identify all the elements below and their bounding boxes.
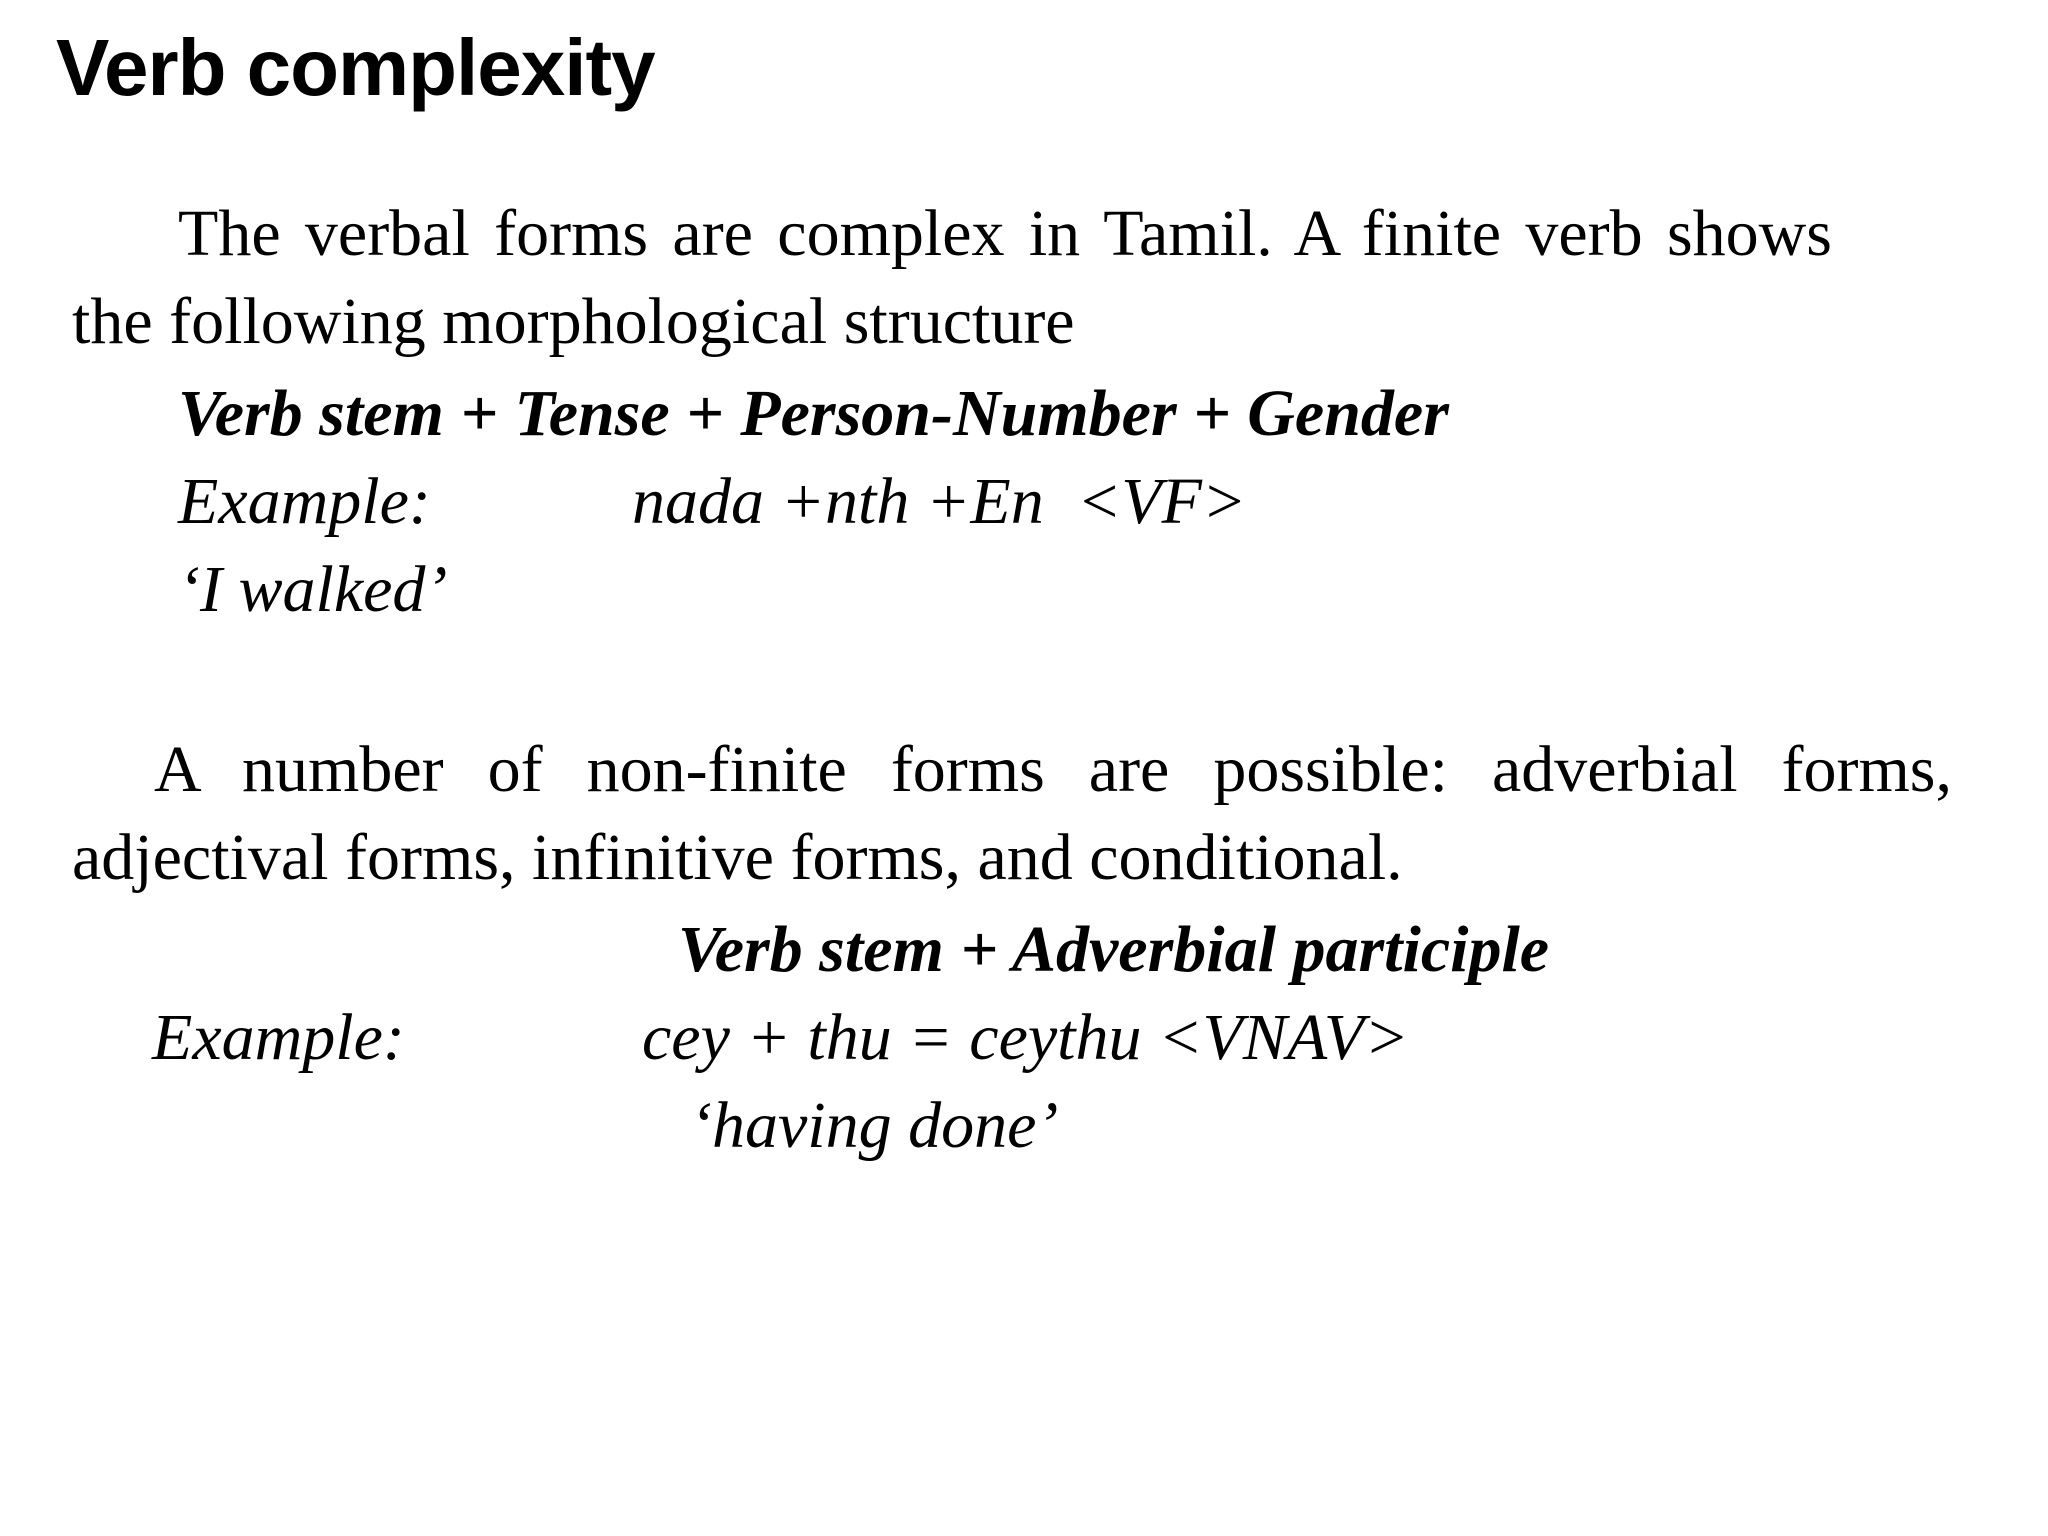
nonfinite-paragraph (72, 726, 1952, 902)
nonfinite-paragraph-text: A number of non-finite forms are possible: adverbial forms, adjectival forms, infinitive forms, and conditional. (72, 733, 1952, 894)
finite-example-value: nada +nth +En <VF> (632, 465, 1247, 538)
nonfinite-example-label: Example: (152, 1001, 405, 1074)
nonfinite-example-value: cey + thu = ceythu <VNAV> (642, 1001, 1409, 1074)
finite-example-gloss: ‘I walked’ (178, 553, 448, 626)
finite-verb-paragraph-text: The verbal forms are complex in Tamil. A finite verb shows the following morphological structure (72, 197, 1832, 358)
finite-verb-paragraph (72, 190, 1832, 366)
finite-verb-formula: Verb stem + Tense + Person-Number + Gender (178, 377, 1449, 450)
nonfinite-example-gloss: ‘having done’ (690, 1089, 1059, 1162)
nonfinite-formula: Verb stem + Adverbial participle (678, 913, 1550, 986)
finite-example-label: Example: (178, 465, 431, 538)
slide-title: Verb complexity (56, 23, 655, 112)
